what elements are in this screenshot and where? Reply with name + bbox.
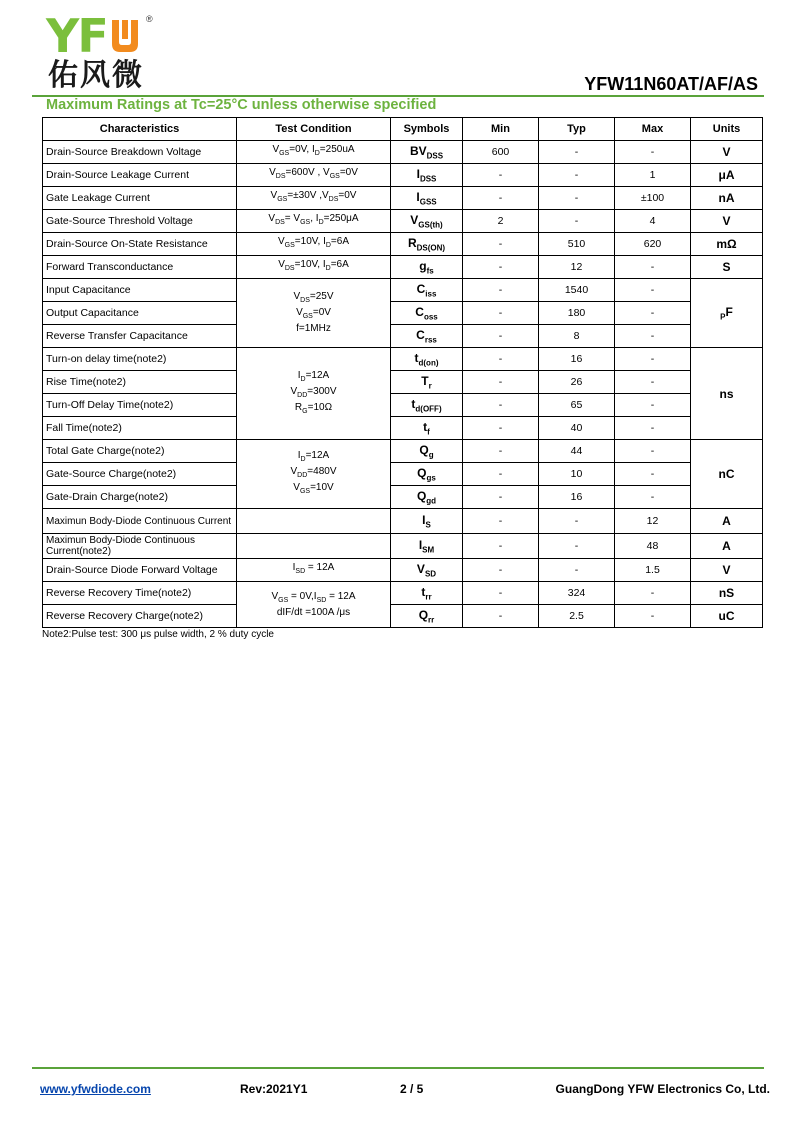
symbol-cell: $I_{SM}$ bbox=[391, 534, 463, 559]
max-cell: - bbox=[615, 440, 691, 463]
unit-cell: V bbox=[691, 141, 763, 164]
min-cell: - bbox=[463, 164, 539, 187]
typ-cell: 16 bbox=[539, 348, 615, 371]
characteristic-cell: Gate-Source Threshold Voltage bbox=[43, 210, 237, 233]
min-cell: 600 bbox=[463, 141, 539, 164]
symbol-cell: $t_{rr}$ bbox=[391, 582, 463, 605]
max-cell: - bbox=[615, 279, 691, 302]
max-cell: - bbox=[615, 486, 691, 509]
table-row bbox=[43, 371, 763, 394]
max-cell: 48 bbox=[615, 534, 691, 559]
characteristic-cell: Gate Leakage Current bbox=[43, 187, 237, 210]
unit-cell: V bbox=[691, 559, 763, 582]
symbol-cell: $t_{d(on)}$ bbox=[391, 348, 463, 371]
characteristic-cell: Drain-Source On-State Resistance bbox=[43, 233, 237, 256]
characteristic-cell: Gate-Source Charge(note2) bbox=[43, 463, 237, 486]
characteristic-cell: Output Capacitance bbox=[43, 302, 237, 325]
characteristic-cell: Rise Time(note2) bbox=[43, 371, 237, 394]
col-header: Units bbox=[691, 118, 763, 141]
part-number: YFW11N60AT/AF/AS bbox=[584, 74, 758, 94]
condition-cell: $I_D=12A$ $V_{DD}=480V$ $V_{GS}=10V$ bbox=[237, 440, 391, 509]
min-cell: - bbox=[463, 440, 539, 463]
max-cell: - bbox=[615, 417, 691, 440]
revision-label: Rev:2021Y1 bbox=[240, 1082, 308, 1096]
typ-cell: - bbox=[539, 509, 615, 534]
min-cell: - bbox=[463, 582, 539, 605]
table-row bbox=[43, 417, 763, 440]
symbol-cell: $BV_{DSS}$ bbox=[391, 141, 463, 164]
typ-cell: - bbox=[539, 534, 615, 559]
condition-cell: $V_{GS}=0V$, $I_D=250uA$ bbox=[237, 141, 391, 164]
characteristic-cell: Fall Time(note2) bbox=[43, 417, 237, 440]
col-header: Typ bbox=[539, 118, 615, 141]
characteristic-cell: Maximun Body-Diode Continuous Current bbox=[43, 509, 237, 534]
min-cell: - bbox=[463, 534, 539, 559]
characteristic-cell: Turn-Off Delay Time(note2) bbox=[43, 394, 237, 417]
page-number: 2 / 5 bbox=[400, 1082, 424, 1096]
logo-chinese-name: 佑风微 bbox=[48, 58, 144, 93]
min-cell: - bbox=[463, 371, 539, 394]
condition-frequency: f=1MHz bbox=[296, 323, 331, 334]
condition-cell: $V_{DS}=25V$ $V_{GS}=0V$ f=1MHz bbox=[237, 279, 391, 348]
typ-cell: 2.5 bbox=[539, 605, 615, 628]
typ-cell: 1540 bbox=[539, 279, 615, 302]
typ-cell: 16 bbox=[539, 486, 615, 509]
symbol-cell: $R_{DS(ON)}$ bbox=[391, 233, 463, 256]
symbol-cell: $T_r$ bbox=[391, 371, 463, 394]
symbol-cell: $V_{SD}$ bbox=[391, 559, 463, 582]
max-cell: 620 bbox=[615, 233, 691, 256]
min-cell: - bbox=[463, 486, 539, 509]
max-cell: - bbox=[615, 463, 691, 486]
condition-cell bbox=[237, 509, 391, 534]
max-cell: 1 bbox=[615, 164, 691, 187]
characteristic-cell: Maximun Body-Diode Continuous Current(note2) bbox=[43, 534, 237, 559]
company-logo bbox=[46, 9, 156, 94]
unit-cell: A bbox=[691, 509, 763, 534]
symbol-cell: $t_f$ bbox=[391, 417, 463, 440]
col-header: Symbols bbox=[391, 118, 463, 141]
condition-cell: $V_{GS}=\pm 30V$ $,V_{DS}=0V$ bbox=[237, 187, 391, 210]
min-cell: - bbox=[463, 417, 539, 440]
characteristic-cell: Reverse Transfer Capacitance bbox=[43, 325, 237, 348]
characteristic-cell: Reverse Recovery Charge(note2) bbox=[43, 605, 237, 628]
col-header: Test Condition bbox=[237, 118, 391, 141]
characteristic-cell: Drain-Source Breakdown Voltage bbox=[43, 141, 237, 164]
condition-cell bbox=[237, 534, 391, 559]
table-row bbox=[43, 279, 763, 302]
unit-cell: mΩ bbox=[691, 233, 763, 256]
symbol-cell: $Q_g$ bbox=[391, 440, 463, 463]
symbol-cell: $I_S$ bbox=[391, 509, 463, 534]
footer-divider bbox=[32, 1067, 764, 1069]
unit-cell: nA bbox=[691, 187, 763, 210]
typ-cell: 324 bbox=[539, 582, 615, 605]
table-row bbox=[43, 256, 763, 279]
typ-cell: 26 bbox=[539, 371, 615, 394]
symbol-cell: $Q_{rr}$ bbox=[391, 605, 463, 628]
table-row bbox=[43, 187, 763, 210]
table-row bbox=[43, 233, 763, 256]
characteristic-cell: Gate-Drain Charge(note2) bbox=[43, 486, 237, 509]
characteristic-cell: Drain-Source Diode Forward Voltage bbox=[43, 559, 237, 582]
min-cell: - bbox=[463, 187, 539, 210]
symbol-cell: $I_{DSS}$ bbox=[391, 164, 463, 187]
typ-cell: 180 bbox=[539, 302, 615, 325]
min-cell: - bbox=[463, 325, 539, 348]
symbol-cell: $C_{iss}$ bbox=[391, 279, 463, 302]
typ-cell: - bbox=[539, 559, 615, 582]
symbol-cell: $Q_{gd}$ bbox=[391, 486, 463, 509]
min-cell: - bbox=[463, 509, 539, 534]
characteristic-cell: Total Gate Charge(note2) bbox=[43, 440, 237, 463]
col-header: Max bbox=[615, 118, 691, 141]
table-row bbox=[43, 325, 763, 348]
table-row bbox=[43, 141, 763, 164]
table-row bbox=[43, 440, 763, 463]
symbol-cell: $I_{GSS}$ bbox=[391, 187, 463, 210]
symbol-cell: $Q_{gs}$ bbox=[391, 463, 463, 486]
symbol-cell: $C_{oss}$ bbox=[391, 302, 463, 325]
unit-cell: uC bbox=[691, 605, 763, 628]
company-name: GuangDong YFW Electronics Co, Ltd. bbox=[555, 1082, 770, 1096]
typ-cell: - bbox=[539, 210, 615, 233]
table-row bbox=[43, 559, 763, 582]
typ-cell: 44 bbox=[539, 440, 615, 463]
min-cell: - bbox=[463, 256, 539, 279]
max-cell: - bbox=[615, 348, 691, 371]
max-cell: - bbox=[615, 582, 691, 605]
typ-cell: - bbox=[539, 187, 615, 210]
typ-cell: 12 bbox=[539, 256, 615, 279]
min-cell: - bbox=[463, 463, 539, 486]
table-row bbox=[43, 534, 763, 559]
unit-cell: nC bbox=[691, 440, 763, 509]
table-row bbox=[43, 348, 763, 371]
max-cell: - bbox=[615, 302, 691, 325]
characteristic-cell: Input Capacitance bbox=[43, 279, 237, 302]
section-title: Maximum Ratings at Tc=25°C unless otherwise specified bbox=[46, 97, 437, 113]
unit-prefix: P bbox=[720, 312, 726, 322]
unit-cell: nS bbox=[691, 582, 763, 605]
min-cell: - bbox=[463, 279, 539, 302]
table-row bbox=[43, 394, 763, 417]
typ-cell: - bbox=[539, 141, 615, 164]
unit-cell: ns bbox=[691, 348, 763, 440]
min-cell: 2 bbox=[463, 210, 539, 233]
symbol-cell: $C_{rss}$ bbox=[391, 325, 463, 348]
table-header-row bbox=[43, 118, 763, 141]
max-cell: - bbox=[615, 141, 691, 164]
max-cell: - bbox=[615, 325, 691, 348]
logo-u-mark-icon bbox=[110, 20, 140, 54]
max-cell: 1.5 bbox=[615, 559, 691, 582]
typ-cell: 8 bbox=[539, 325, 615, 348]
min-cell: - bbox=[463, 394, 539, 417]
footnote: Note2:Pulse test: 300 μs pulse width, 2 % duty cycle bbox=[42, 629, 274, 640]
typ-cell: - bbox=[539, 164, 615, 187]
unit-capacitance: F bbox=[725, 304, 733, 319]
table-row bbox=[43, 164, 763, 187]
characteristic-cell: Drain-Source Leakage Current bbox=[43, 164, 237, 187]
logo-letter-f: F bbox=[77, 9, 107, 63]
min-cell: - bbox=[463, 605, 539, 628]
min-cell: - bbox=[463, 559, 539, 582]
ratings-table bbox=[42, 117, 762, 628]
symbol-cell: $t_{d(OFF)}$ bbox=[391, 394, 463, 417]
typ-cell: 40 bbox=[539, 417, 615, 440]
unit-cell: A bbox=[691, 534, 763, 559]
unit-cell: S bbox=[691, 256, 763, 279]
unit-cell bbox=[691, 279, 763, 348]
website-link[interactable]: www.yfwdiode.com bbox=[40, 1082, 151, 1096]
table-row bbox=[43, 302, 763, 325]
table-row bbox=[43, 605, 763, 628]
col-header: Characteristics bbox=[43, 118, 237, 141]
characteristic-cell: Turn-on delay time(note2) bbox=[43, 348, 237, 371]
table-row bbox=[43, 582, 763, 605]
condition-di-dt: dIF/dt =100A /μs bbox=[276, 606, 351, 618]
unit-cell: μA bbox=[691, 164, 763, 187]
condition-cell: $V_{DS}=10V$, $I_D=6A$ bbox=[237, 256, 391, 279]
typ-cell: 510 bbox=[539, 233, 615, 256]
max-cell: 12 bbox=[615, 509, 691, 534]
min-cell: - bbox=[463, 233, 539, 256]
max-cell: - bbox=[615, 605, 691, 628]
table-row bbox=[43, 509, 763, 534]
min-cell: - bbox=[463, 348, 539, 371]
characteristic-cell: Reverse Recovery Time(note2) bbox=[43, 582, 237, 605]
registered-mark: ® bbox=[146, 14, 153, 24]
characteristic-cell: Forward Transconductance bbox=[43, 256, 237, 279]
table-row bbox=[43, 486, 763, 509]
typ-cell: 65 bbox=[539, 394, 615, 417]
max-cell: - bbox=[615, 394, 691, 417]
col-header: Min bbox=[463, 118, 539, 141]
symbol-cell: $V_{GS(th)}$ bbox=[391, 210, 463, 233]
unit-cell: V bbox=[691, 210, 763, 233]
condition-cell: $I_D=12A$ $V_{DD}=300V$ $R_G=10\Omega$ bbox=[237, 348, 391, 440]
condition-cell: $V_{GS}=10V$, $I_D=6A$ bbox=[237, 233, 391, 256]
max-cell: - bbox=[615, 371, 691, 394]
condition-cell: $V_{GS} = 0V,I_{SD} = 12A$ dIF/dt =100A /μs bbox=[237, 582, 391, 628]
condition-cell: $V_{DS}=600V$ , $V_{GS}=0V$ bbox=[237, 164, 391, 187]
max-cell: 4 bbox=[615, 210, 691, 233]
symbol-cell: $g_{fs}$ bbox=[391, 256, 463, 279]
condition-cell: $V_{DS}= V_{GS}$, $I_D=250\mu A$ bbox=[237, 210, 391, 233]
table-row bbox=[43, 463, 763, 486]
condition-cell: $I_{SD} = 12A$ bbox=[237, 559, 391, 582]
table-row bbox=[43, 210, 763, 233]
typ-cell: 10 bbox=[539, 463, 615, 486]
max-cell: ±100 bbox=[615, 187, 691, 210]
logo-letter-y: Y bbox=[46, 9, 78, 63]
max-cell: - bbox=[615, 256, 691, 279]
min-cell: - bbox=[463, 302, 539, 325]
